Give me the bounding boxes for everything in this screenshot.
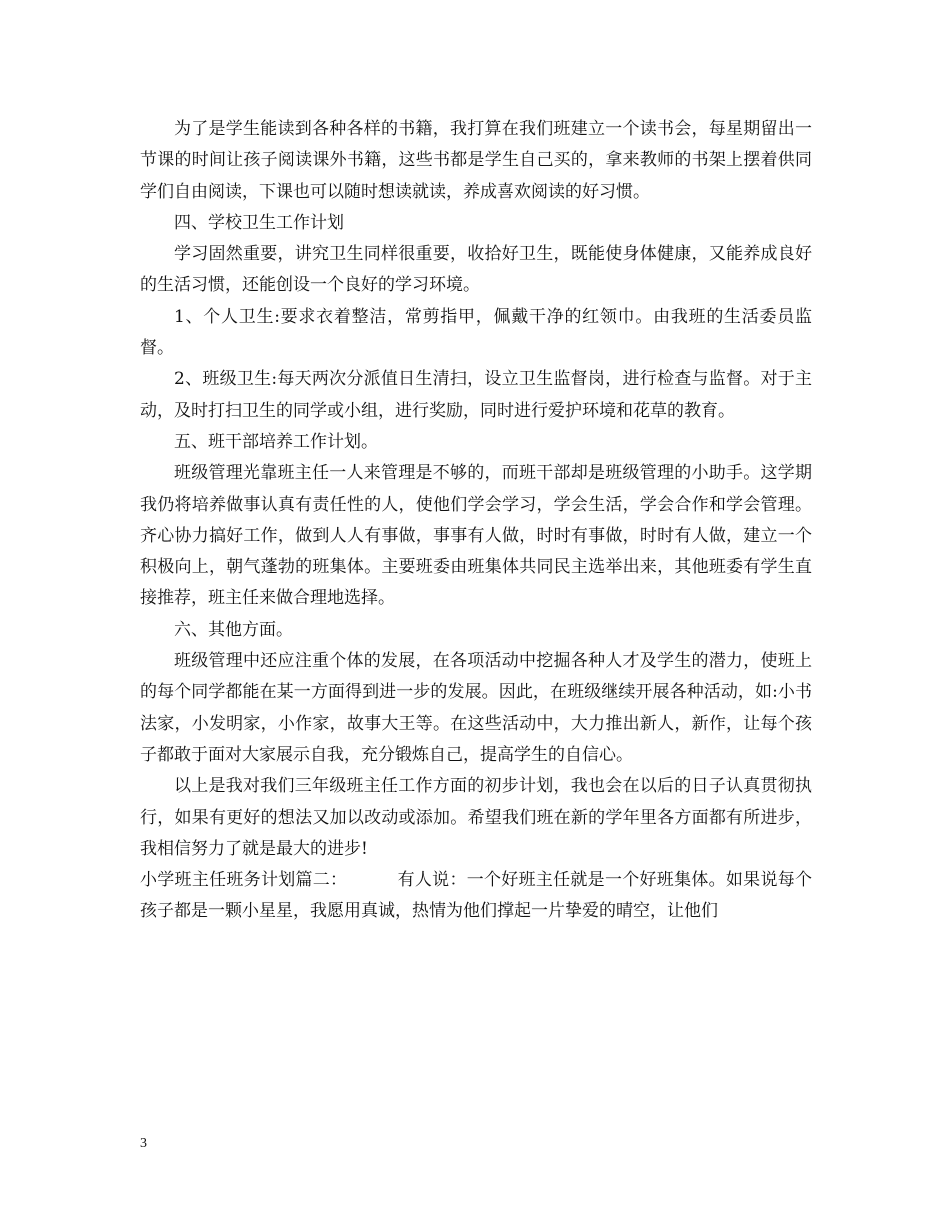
paragraph-part-two	[140, 865, 812, 928]
document-body	[140, 114, 812, 928]
paragraph-class-cadre: 班级管理光靠班主任一人来管理是不够的，而班干部却是班级管理的小助手。这学期我仍将培养做事认真有责任性的人，使他们学会学习，学会生活，学会合作和学会管理。齐心协力搞好工作，做到人人有事做，事事有人做，时时有事做，时时有人做，建立一个积极向上，朝气蓬勃的班集体。主要班委由班集体共同民主选举出来，其他班委有学生直接推荐，班主任来做合理地选择。	[140, 463, 812, 609]
part-two-heading: 小学班主任班务计划篇二：	[140, 870, 348, 891]
paragraph-reading-club: 为了是学生能读到各种各样的书籍，我打算在我们班建立一个读书会，每星期留出一节课的时间让孩子阅读课外书籍，这些书都是学生自己买的，拿来教师的书架上摆着供同学们自由阅读，下课也可以随时想读就读，养成喜欢阅读的好习惯。	[140, 119, 812, 202]
heading-school-hygiene-plan: 四、学校卫生工作计划	[174, 212, 344, 233]
paragraph-conclusion: 以上是我对我们三年级班主任工作方面的初步计划，我也会在以后的日子认真贯彻执行，如果有更好的想法又加以改动或添加。希望我们班在新的学年里各方面都有所进步，我相信努力了就是最大的进步!	[140, 776, 812, 859]
paragraph-hygiene-intro: 学习固然重要，讲究卫生同样很重要，收拾好卫生，既能使身体健康，又能养成良好的生活习惯，还能创设一个良好的学习环境。	[140, 244, 812, 296]
paragraph-personal-hygiene: 1、个人卫生:要求衣着整洁，常剪指甲，佩戴干净的红领巾。由我班的生活委员监督。	[140, 306, 812, 359]
part-two-text: 有人说：一个好班主任就是一个好班集体。如果说每个孩子都是一颗小星星，我愿用真诚，热情为他们撑起一片挚爱的晴空，让他们	[140, 870, 813, 922]
paragraph-class-hygiene: 2、班级卫生:每天两次分派值日生清扫，设立卫生监督岗，进行检查与监督。对于主动，及时打扫卫生的同学或小组，进行奖励，同时进行爱护环境和花草的教育。	[140, 369, 812, 421]
heading-class-cadre-training: 五、班干部培养工作计划。	[174, 431, 378, 452]
heading-other-aspects: 六、其他方面。	[174, 619, 293, 640]
page-number: 3	[140, 1136, 147, 1151]
paragraph-individual-development: 班级管理中还应注重个体的发展，在各项活动中挖掘各种人才及学生的潜力，使班上的每个同学都能在某一方面得到进一步的发展。因此，在班级继续开展各种活动，如:小书法家，小发明家，小作家，故事大王等。在这些活动中，大力推出新人，新作，让每个孩子都敢于面对大家展示自我，充分锻炼自己，提高学生的自信心。	[140, 651, 812, 765]
